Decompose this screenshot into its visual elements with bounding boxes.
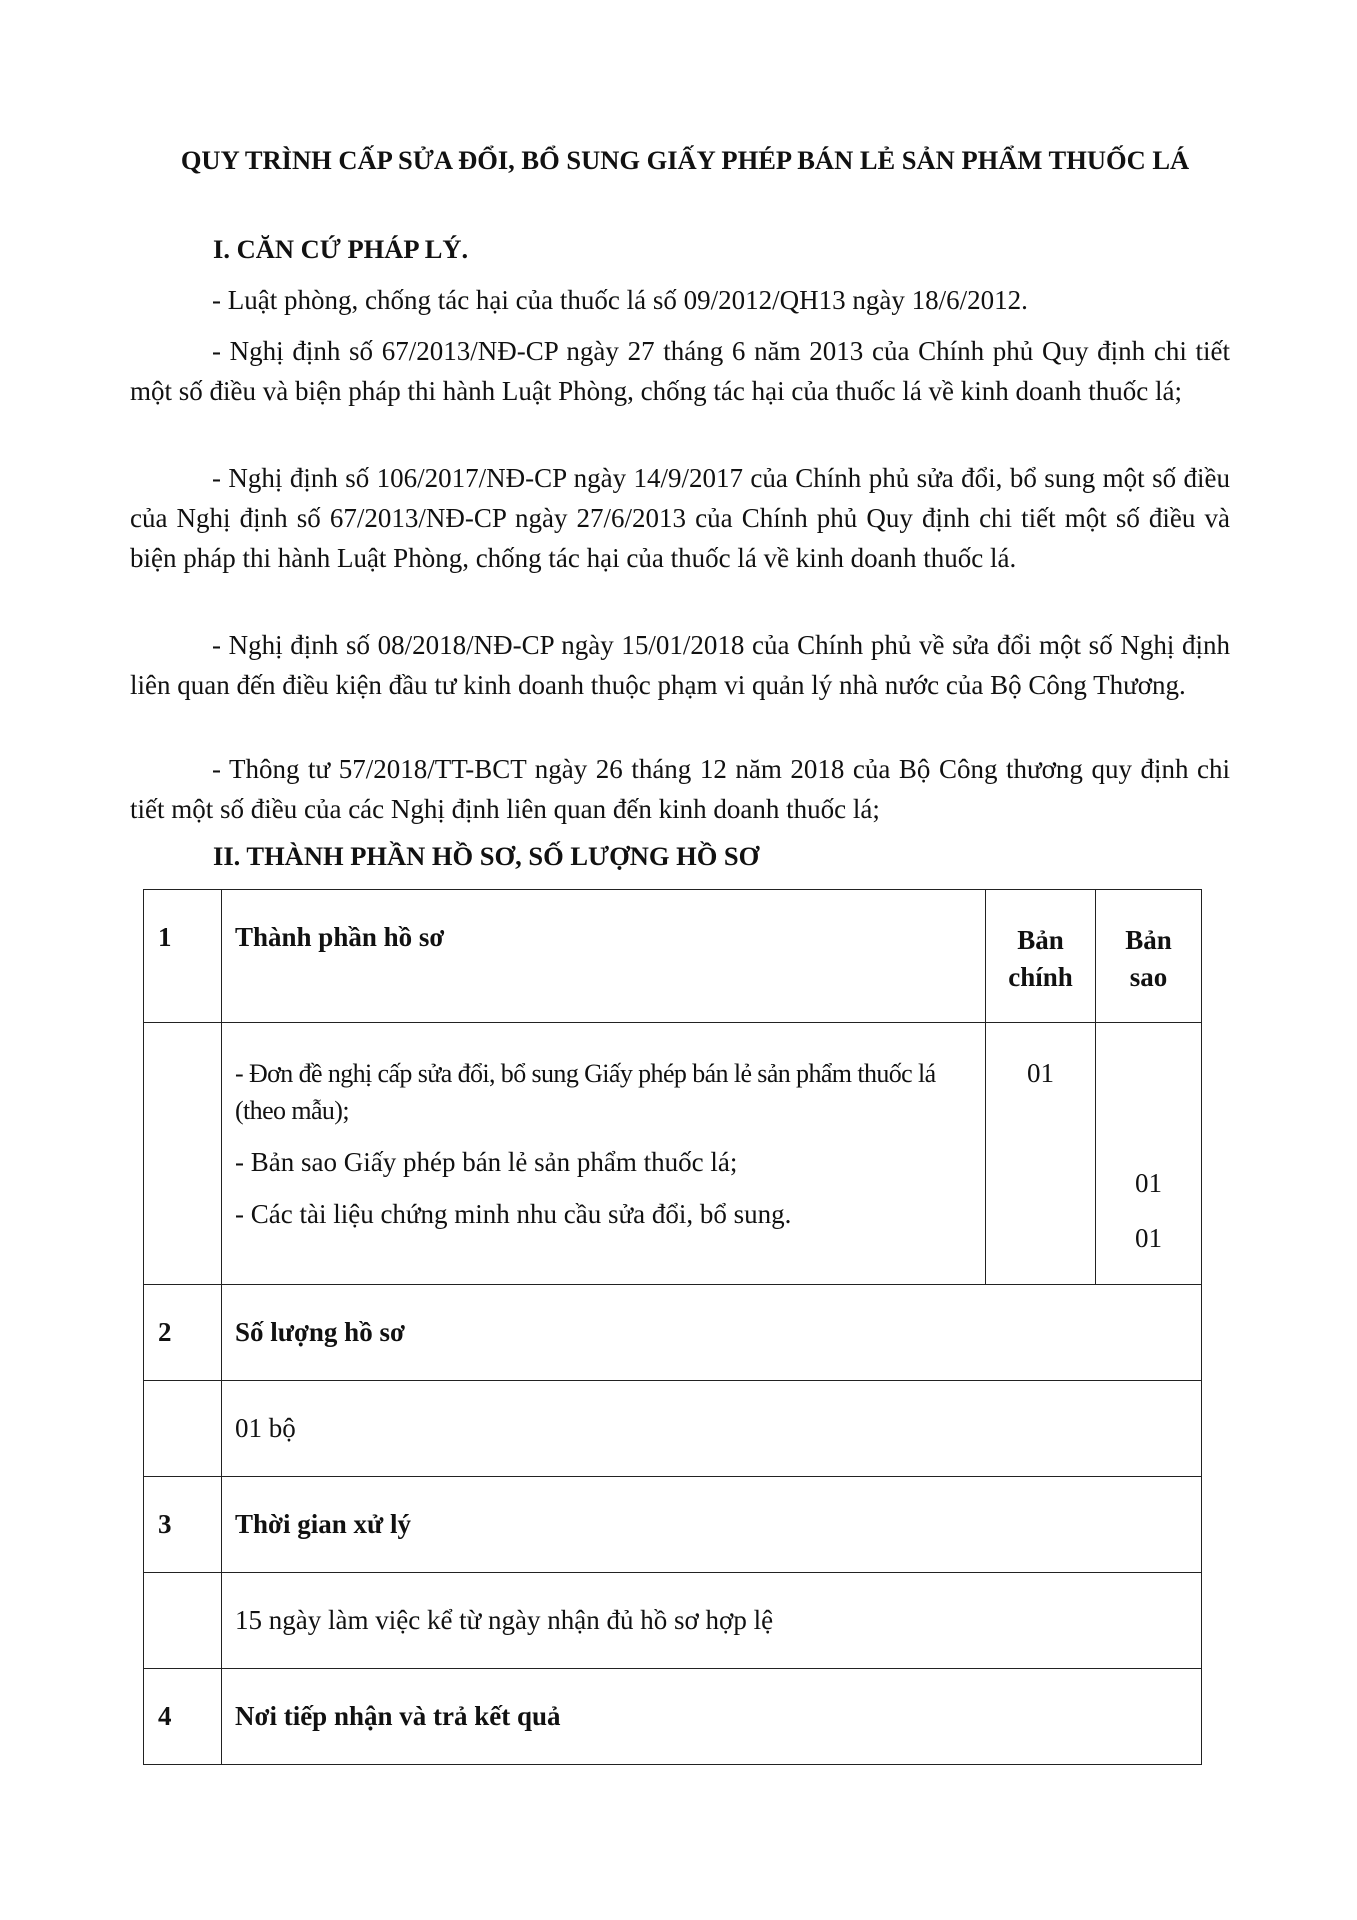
table-row [144, 1285, 1202, 1381]
list-item: - Đơn đề nghị cấp sửa đổi, bổ sung Giấy phép bán lẻ sản phẩm thuốc lá (theo mẫu); [235, 1059, 936, 1125]
original-count-cell [986, 1023, 1096, 1285]
original-count: 01 [1027, 1058, 1054, 1088]
processing-time-header: Thời gian xử lý [222, 1477, 1202, 1573]
legal-basis-item: - Nghị định số 67/2013/NĐ-CP ngày 27 tháng 6 năm 2013 của Chính phủ Quy định chi tiết một số điều và biện pháp thi hành Luật Phòng, chống tác hại của thuốc lá về kinh doanh thuốc lá; [130, 336, 1230, 406]
legal-basis-item: - Luật phòng, chống tác hại của thuốc lá số 09/2012/QH13 ngày 18/6/2012. [212, 285, 1028, 315]
list-item: - Bản sao Giấy phép bán lẻ sản phẩm thuốc lá; [235, 1147, 738, 1177]
empty-cell [144, 1573, 222, 1669]
legal-basis-item: - Thông tư 57/2018/TT-BCT ngày 26 tháng 12 năm 2018 của Bộ Công thương quy định chi tiết một số điều của các Nghị định liên quan đến kinh doanh thuốc lá; [130, 754, 1230, 824]
row-number: 4 [144, 1669, 222, 1765]
table-row [144, 1573, 1202, 1669]
row-number: 2 [144, 1285, 222, 1381]
table-row [144, 890, 1202, 1023]
processing-time-value: 15 ngày làm việc kể từ ngày nhận đủ hồ sơ hợp lệ [222, 1573, 1202, 1669]
dossier-quantity-value: 01 bộ [222, 1381, 1202, 1477]
submission-location-header: Nơi tiếp nhận và trả kết quả [222, 1669, 1202, 1765]
empty-cell [144, 1023, 222, 1285]
copy-count-cell [1096, 1023, 1202, 1285]
list-item: - Các tài liệu chứng minh nhu cầu sửa đổi, bổ sung. [235, 1199, 792, 1229]
dossier-quantity-header: Số lượng hồ sơ [222, 1285, 1202, 1381]
table-row [144, 1023, 1202, 1285]
copy-count: 01 [1135, 1223, 1162, 1253]
document-title: QUY TRÌNH CẤP SỬA ĐỔI, BỔ SUNG GIẤY PHÉP BÁN LẺ SẢN PHẨM THUỐC LÁ [180, 145, 1190, 175]
section-1-heading: I. CĂN CỨ PHÁP LÝ. [213, 234, 469, 264]
copy-count: 01 [1135, 1168, 1162, 1198]
dossier-table [143, 889, 1202, 1765]
legal-basis-item: - Nghị định số 106/2017/NĐ-CP ngày 14/9/2017 của Chính phủ sửa đổi, bổ sung một số điều của Nghị định số 67/2013/NĐ-CP ngày 27/6/2013 của Chính phủ Quy định chi tiết một số điều và biện pháp thi hành Luật Phòng, chống tác hại của thuốc lá về kinh doanh thuốc lá. [130, 463, 1230, 573]
row-number: 1 [144, 890, 222, 1023]
table-row [144, 1477, 1202, 1573]
empty-cell [144, 1381, 222, 1477]
dossier-components-header: Thành phần hồ sơ [222, 890, 986, 1023]
section-2-heading: II. THÀNH PHẦN HỒ SƠ, SỐ LƯỢNG HỒ SƠ [213, 841, 760, 871]
original-copy-header: Bản chính [986, 890, 1096, 1023]
photocopy-header: Bản sao [1096, 890, 1202, 1023]
dossier-items-cell [222, 1023, 986, 1285]
table-row [144, 1669, 1202, 1765]
legal-basis-item: - Nghị định số 08/2018/NĐ-CP ngày 15/01/2018 của Chính phủ về sửa đổi một số Nghị định liên quan đến điều kiện đầu tư kinh doanh thuộc phạm vi quản lý nhà nước của Bộ Công Thương. [130, 630, 1230, 700]
table-row [144, 1381, 1202, 1477]
row-number: 3 [144, 1477, 222, 1573]
